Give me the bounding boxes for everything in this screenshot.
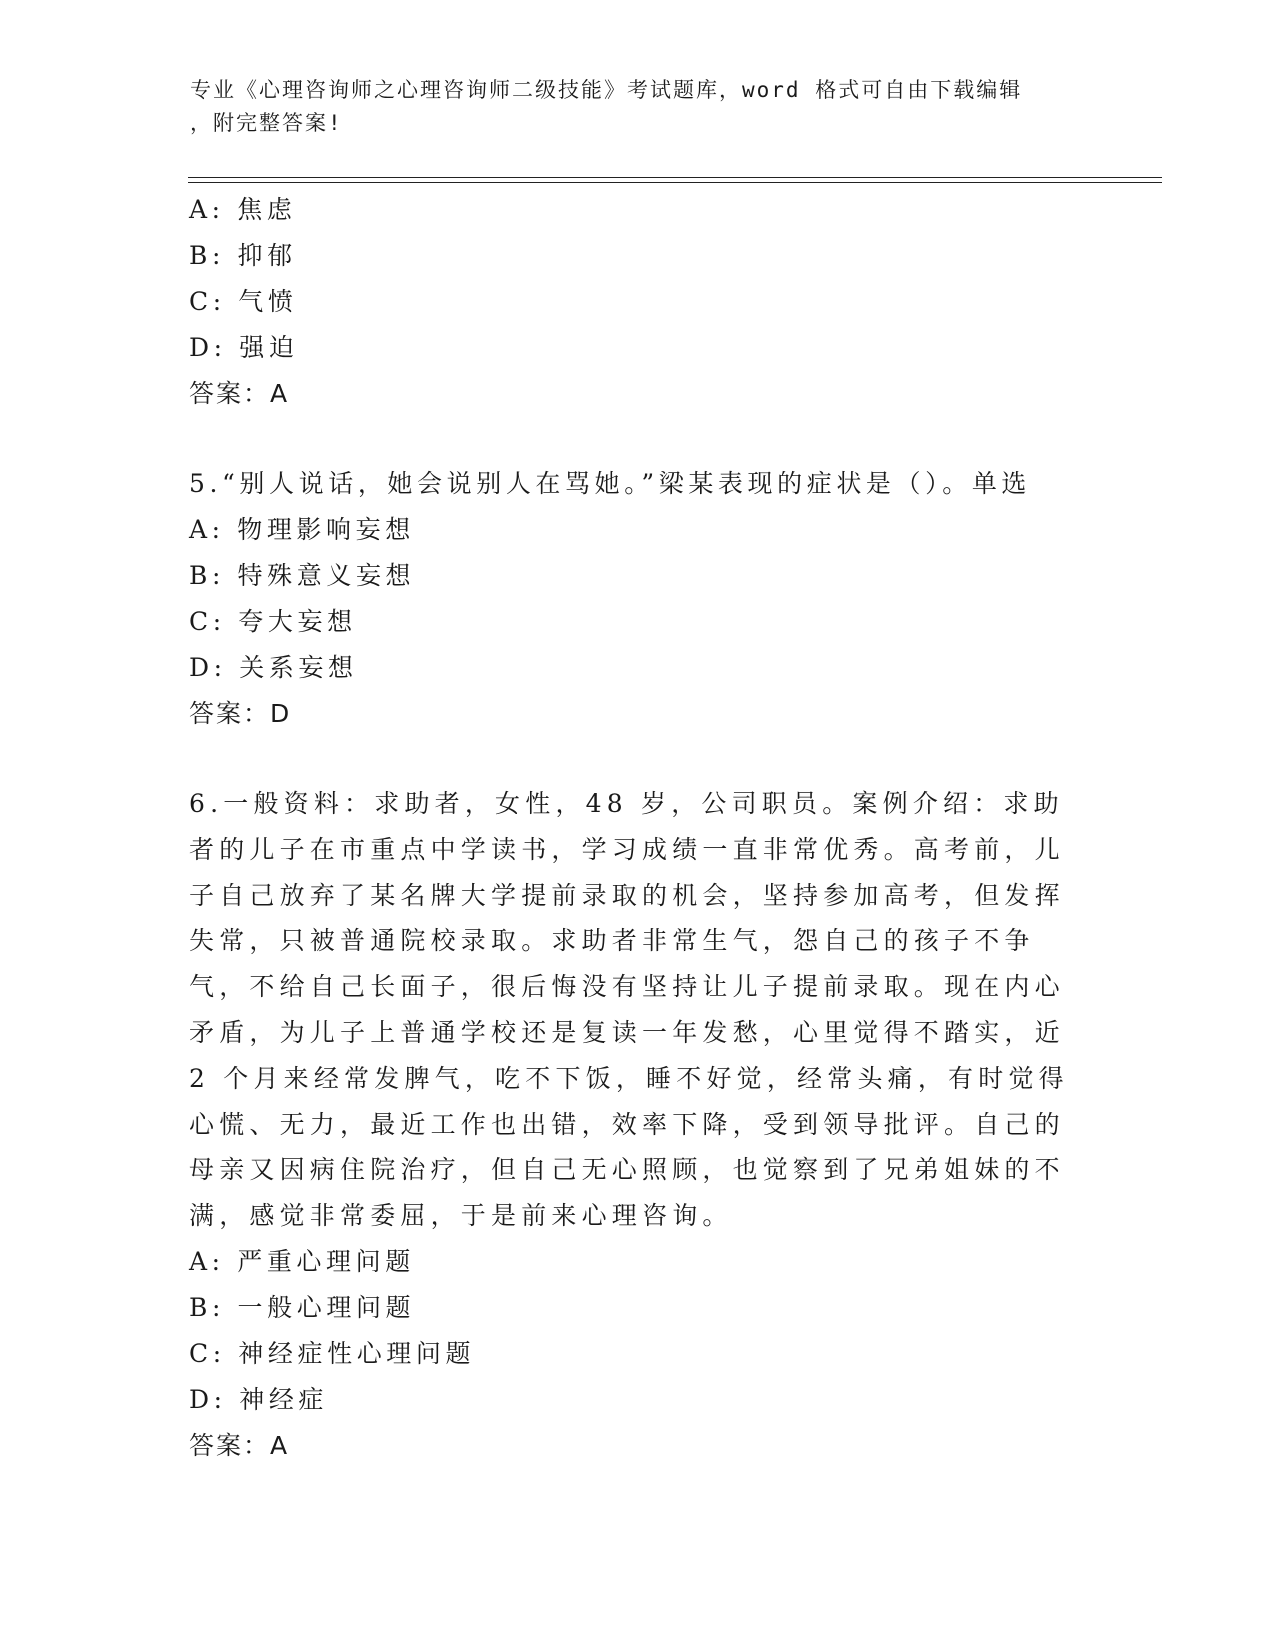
q6-question: 6.一般资料：求助者，女性，48 岁，公司职员。案例介绍：求助者的儿子在市重点中学读书，学习成绩一直非常优秀。高考前，儿子自己放弃了某名牌大学提前录取的机会，坚持参加高考，但发挥失常，只被普通院校录取。求助者非常生气，怨自己的孩子不争气，不给自己长面子，很后悔没有坚持让儿子提前录取。现在内心矛盾，为儿子上普通学校还是复读一年发愁，心里觉得不踏实，近 2 个月来经常发脾气，吃不下饭，睡不好觉，经常头痛，有时觉得心慌、无力，最近工作也出错，效率下降，受到领导批评。自己的母亲又因病住院治疗，但自己无心照顾，也觉察到了兄弟姐妹的不满，感觉非常委屈，于是前来心理咨询。 — [189, 789, 1069, 1231]
q6-option-a: A: 严重心理问题 — [189, 1246, 415, 1276]
q6-answer: 答案：A — [189, 1430, 290, 1460]
header-line-1: 专业《心理咨询师之心理咨询师二级技能》考试题库，word 格式可自由下载编辑 — [190, 78, 1023, 102]
q5-option-c: C: 夸大妄想 — [189, 607, 357, 636]
q4-option-a: A: 焦虑 — [189, 195, 297, 224]
q6-option-b: B: 一般心理问题 — [189, 1292, 416, 1322]
q5-option-a: A: 物理影响妄想 — [189, 515, 415, 544]
q4-option-c: C: 气愤 — [189, 287, 298, 316]
q6-option-d: D: 神经症 — [189, 1384, 329, 1414]
question-6-block — [189, 781, 1069, 1469]
q6-option-c: C: 神经症性心理问题 — [189, 1338, 476, 1368]
q4-answer: 答案：A — [189, 379, 290, 408]
question-content — [189, 187, 1069, 1469]
q4-option-b: B: 抑郁 — [189, 241, 297, 270]
q5-option-b: B: 特殊意义妄想 — [189, 561, 416, 590]
question-5-block — [189, 461, 1069, 737]
q5-answer: 答案：D — [189, 699, 292, 728]
q5-question: 5.“别人说话，她会说别人在骂她。”梁某表现的症状是（）。单选 — [189, 469, 1032, 498]
question-4-block — [189, 187, 1069, 417]
q5-option-d: D: 关系妄想 — [189, 653, 358, 682]
header-divider-bottom — [188, 182, 1162, 183]
q4-option-d: D: 强迫 — [189, 333, 299, 362]
header-divider-top — [188, 177, 1162, 178]
document-header — [190, 74, 1090, 140]
header-line-2: ，附完整答案! — [190, 111, 343, 135]
